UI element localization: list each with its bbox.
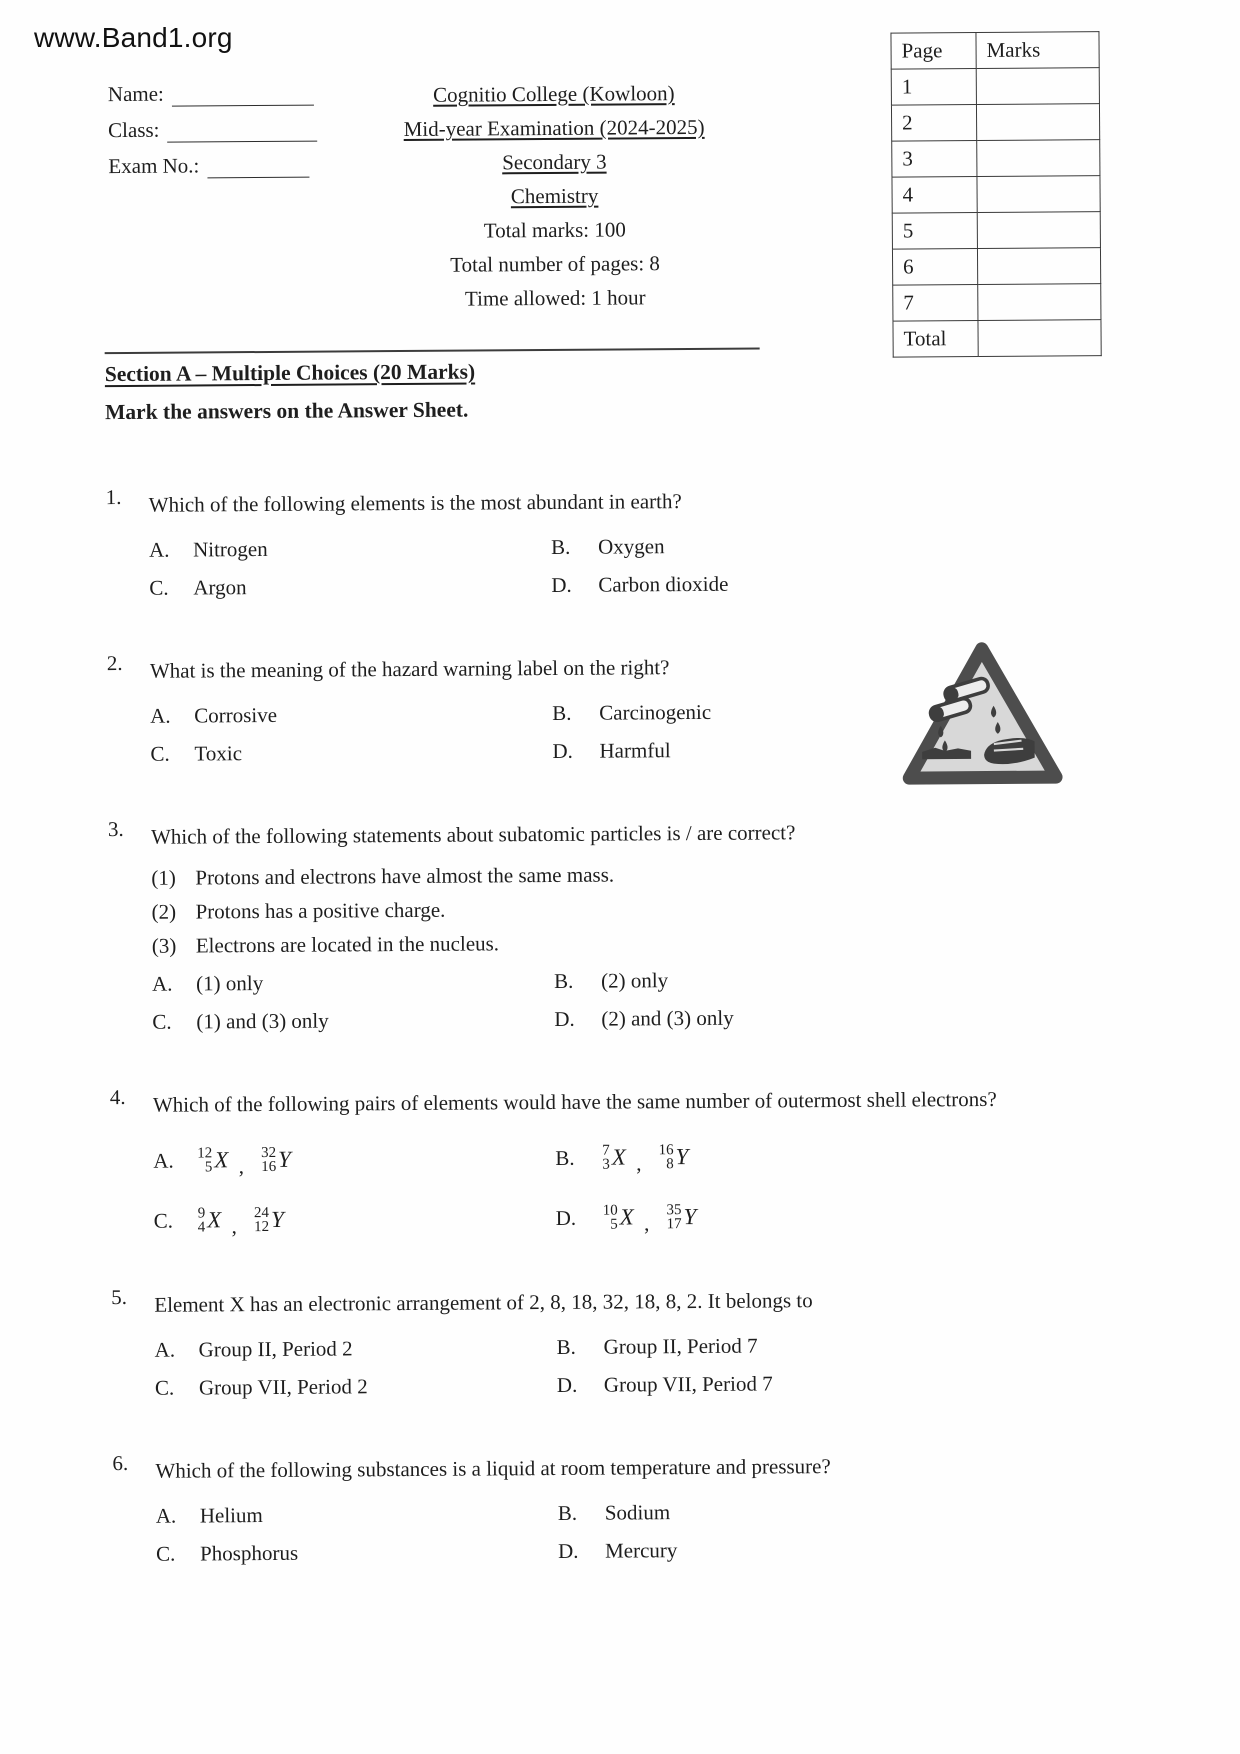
isotope-notation: 9 4 X	[197, 1205, 222, 1236]
option-letter: A.	[150, 703, 171, 728]
question-number: 3.	[107, 816, 124, 842]
marks-cell	[976, 104, 1099, 141]
option-text: Argon	[193, 575, 247, 600]
table-total-row	[893, 320, 1101, 357]
option-text: Group VII, Period 7	[603, 1371, 773, 1398]
isotope-notation: 32 16 Y	[261, 1145, 292, 1176]
option-letter: C.	[152, 1009, 172, 1034]
question-text: Which of the following statements about subatomic particles is / are correct?	[150, 820, 796, 849]
option-isotope-pair	[602, 1200, 1141, 1236]
isotope-notation: 24 12 Y	[253, 1205, 284, 1236]
question-number: 1.	[105, 484, 122, 510]
option-text: Sodium	[604, 1500, 671, 1526]
table-row	[892, 248, 1100, 285]
table-row	[892, 212, 1100, 249]
option-text: (2) and (3) only	[601, 1005, 734, 1031]
option-text: Nitrogen	[192, 536, 268, 562]
total-cell: Total	[893, 321, 978, 358]
marks-column-header: Marks	[976, 32, 1099, 69]
page-cell: 7	[893, 285, 978, 322]
header-divider-rule	[105, 348, 760, 355]
isotope-notation: 10 5 X	[602, 1202, 634, 1233]
isotope-notation: 35 17 Y	[666, 1202, 697, 1233]
watermark-text: www.Band1.org	[34, 22, 233, 53]
exam-no-field	[108, 155, 317, 179]
statement-number: (2)	[151, 899, 177, 924]
option-letter: B.	[552, 700, 572, 725]
option-isotope-pair	[197, 1204, 556, 1239]
marks-cell	[977, 140, 1100, 177]
page-cell: 2	[891, 105, 976, 142]
section-instruction: Mark the answers on the Answer Sheet.	[105, 397, 469, 425]
question-2	[107, 644, 1138, 767]
page-marks-table	[890, 31, 1101, 357]
page-cell: 1	[891, 69, 976, 106]
option-text: Group II, Period 2	[198, 1336, 353, 1362]
statement	[151, 859, 1138, 891]
option-text: Mercury	[604, 1538, 678, 1564]
marks-cell	[977, 248, 1100, 285]
name-field	[108, 83, 317, 107]
option-text: Group VII, Period 2	[198, 1374, 368, 1400]
option-isotope-pair	[602, 1140, 1140, 1176]
option-letter: C.	[150, 741, 170, 766]
comma-separator: ,	[643, 1211, 650, 1236]
option-letter: B.	[553, 968, 574, 993]
options-grid	[150, 697, 1137, 767]
table-row	[891, 68, 1099, 105]
table-row	[892, 176, 1100, 213]
option-text: Group II, Period 7	[603, 1333, 758, 1360]
option-text: Phosphorus	[199, 1541, 299, 1566]
statement	[152, 927, 1139, 959]
page-cell: 6	[892, 249, 977, 286]
option-text: Toxic	[194, 741, 243, 766]
option-letter: B.	[555, 1145, 575, 1170]
option-letter: C.	[149, 575, 169, 600]
table-row	[892, 140, 1100, 177]
option-text: (1) only	[195, 971, 264, 996]
name-blank-line	[172, 85, 314, 107]
statement	[151, 893, 1138, 925]
option-letter: A.	[148, 537, 170, 562]
question-text: Which of the following elements is the most abundant in earth?	[148, 489, 682, 517]
option-letter: A.	[154, 1338, 176, 1363]
isotope-notation: 12 5 X	[197, 1145, 229, 1176]
section-title: Section A – Multiple Choices (20 Marks)	[104, 359, 476, 387]
statement-number: (1)	[151, 865, 176, 890]
isotope-notation: 16 8 Y	[658, 1142, 689, 1173]
option-isotope-pair	[197, 1144, 555, 1179]
option-text: (2) only	[600, 968, 669, 993]
statement-number: (3)	[151, 933, 177, 958]
option-text: Corrosive	[194, 702, 278, 728]
option-letter: A.	[151, 971, 173, 996]
time-allowed-line: Time allowed: 1 hour	[464, 285, 646, 311]
option-text: (1) and (3) only	[196, 1008, 329, 1034]
question-3	[108, 810, 1139, 1035]
student-info-block	[108, 83, 318, 179]
options-grid	[155, 1331, 1142, 1401]
option-letter: C.	[155, 1542, 176, 1567]
table-row	[891, 104, 1099, 141]
question-text: Element X has an electronic arrangement of 2, 8, 18, 32, 18, 8, 2. It belongs to	[154, 1288, 813, 1318]
marks-cell	[978, 320, 1101, 357]
question-text: Which of the following pairs of elements would have the same number of outermost shell electrons?	[152, 1086, 997, 1117]
option-text: Carcinogenic	[599, 699, 712, 725]
option-letter: D.	[557, 1539, 579, 1564]
marks-cell	[978, 284, 1101, 321]
options-grid	[152, 965, 1139, 1035]
question-number: 2.	[106, 650, 123, 676]
marks-cell	[976, 68, 1099, 105]
option-letter: B.	[550, 534, 571, 559]
option-letter: B.	[556, 1335, 576, 1360]
statement-text: Electrons are located in the nucleus.	[195, 931, 500, 958]
school-name: Cognitio College (Kowloon)	[433, 81, 675, 107]
marks-cell	[977, 212, 1100, 249]
question-6	[112, 1444, 1143, 1567]
statement-text: Protons and electrons have almost the same mass.	[195, 862, 615, 890]
option-letter: D.	[554, 1006, 575, 1031]
options-grid	[149, 531, 1136, 601]
exam-title: Mid-year Examination (2024-2025)	[403, 114, 705, 142]
comma-separator: ,	[636, 1151, 642, 1176]
marks-cell	[977, 176, 1100, 213]
option-letter: D.	[551, 572, 572, 597]
option-letter: D.	[555, 1205, 577, 1230]
page-cell: 5	[892, 213, 977, 250]
statements-list	[151, 859, 1139, 959]
name-label: Name:	[107, 81, 164, 107]
question-1	[106, 478, 1137, 601]
exam-header	[383, 76, 727, 316]
option-letter: D.	[552, 738, 573, 763]
class-label: Class:	[108, 117, 160, 143]
page-cell: 3	[892, 141, 977, 178]
option-letter: B.	[557, 1501, 578, 1526]
table-header-row	[891, 32, 1099, 69]
exam-subject: Chemistry	[510, 183, 599, 209]
question-number: 4.	[109, 1084, 126, 1110]
section-a	[105, 355, 1143, 1568]
total-pages-line: Total number of pages: 8	[450, 251, 660, 277]
options-grid	[153, 1140, 1141, 1239]
option-text: Oxygen	[597, 534, 665, 559]
option-letter: C.	[153, 1208, 174, 1233]
class-blank-line	[167, 121, 317, 143]
option-letter: D.	[556, 1373, 578, 1398]
total-marks-line: Total marks: 100	[483, 217, 626, 243]
question-number: 6.	[112, 1451, 129, 1476]
exam-no-label: Exam No.:	[108, 153, 200, 179]
isotope-notation: 7 3 X	[602, 1142, 626, 1173]
class-field	[108, 119, 317, 143]
option-text: Carbon dioxide	[598, 571, 729, 597]
statement-text: Protons has a positive charge.	[195, 897, 446, 924]
table-row	[893, 284, 1101, 321]
option-letter: A.	[153, 1148, 174, 1173]
options-grid	[156, 1497, 1143, 1567]
option-letter: A.	[155, 1504, 177, 1529]
option-text: Harmful	[599, 738, 671, 763]
option-letter: C.	[154, 1376, 175, 1401]
page-column-header: Page	[891, 33, 976, 70]
comma-separator: ,	[231, 1214, 237, 1239]
question-4	[109, 1078, 1141, 1239]
option-text: Helium	[199, 1503, 263, 1528]
exam-level: Secondary 3	[502, 149, 607, 175]
question-5	[111, 1278, 1142, 1401]
exam-no-blank-line	[207, 157, 309, 179]
question-text: Which of the following substances is a liquid at room temperature and pressure?	[155, 1454, 831, 1484]
comma-separator: ,	[238, 1154, 244, 1179]
question-text: What is the meaning of the hazard warning label on the right?	[149, 655, 670, 683]
page-cell: 4	[892, 177, 977, 214]
question-number: 5.	[111, 1285, 128, 1310]
